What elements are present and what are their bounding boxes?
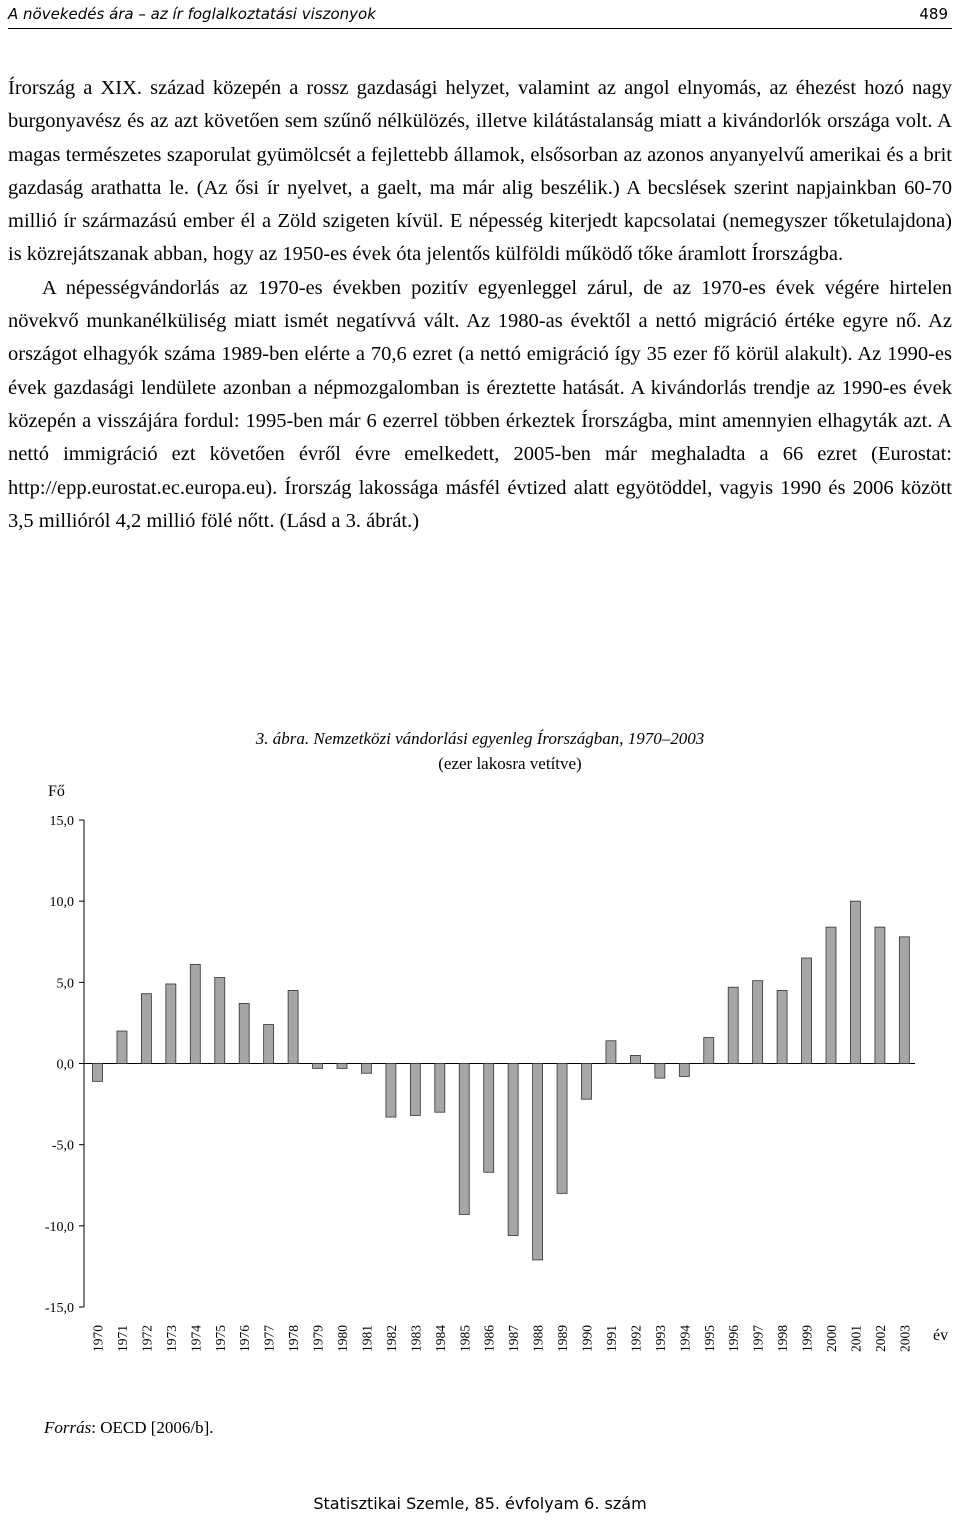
bar-1975 — [215, 977, 225, 1063]
figure-source — [44, 1418, 214, 1438]
bar-1995 — [704, 1038, 714, 1064]
bar-1976 — [239, 1003, 249, 1063]
bar-1973 — [166, 984, 176, 1064]
bar-1991 — [606, 1041, 616, 1064]
bar-1977 — [264, 1025, 274, 1064]
x-tick-label: 1998 — [775, 1325, 791, 1352]
x-tick-label: 2000 — [824, 1325, 839, 1352]
bar-1984 — [435, 1064, 445, 1113]
x-tick-label: 1970 — [90, 1325, 106, 1352]
bar-1972 — [141, 994, 151, 1064]
body-text — [8, 72, 952, 538]
bar-1980 — [337, 1064, 347, 1069]
bar-2000 — [826, 927, 836, 1063]
bar-1983 — [410, 1064, 420, 1116]
x-tick-label: 1977 — [261, 1325, 277, 1352]
figure-subtitle: (ezer lakosra vetítve) — [438, 754, 582, 773]
bar-1971 — [117, 1031, 127, 1063]
migration-bar-chart — [0, 770, 960, 1370]
x-tick-label: 1979 — [310, 1325, 326, 1352]
x-tick-label: 1975 — [212, 1325, 228, 1352]
paragraph-2: A népességvándorlás az 1970-es években pozitív egyenleggel zárul, de az 1970-es évek végére hirtelen növekvő munkanélküliség miatt ismét negatívvá vált. Az 1980-as évektől a nettó migráció értéke egyre nő. Az országot elhagyók száma 1989-ben elérte a 70,6 ezret (a nettó emigráció így 35 ezer fő körül alakult). Az 1990-es évek gazdasági lendülete azonban a népmozgalomban is éreztette hatását. A kivándorlás trendje az 1990-es évek közepén a visszájára fordul: 1995-ben már 6 ezerrel többen érkeztek Írországba, mint amennyien elhagyták azt. A nettó immigráció ezt követően évről évre emelkedett, 2005-ben már meghaladta a 66 ezret (Eurostat: http://epp.eurostat.ec.europa.eu). Írország lakossága másfél évtized alatt egyötöddel, vagyis 1990 és 2006 között 3,5 millióról 4,2 millió fölé nőtt. (Lásd a 3. ábrát.) — [8, 276, 952, 532]
x-tick-label: 1980 — [335, 1325, 350, 1352]
page-number: 489 — [919, 5, 948, 23]
x-tick-label: 1992 — [628, 1325, 644, 1352]
x-tick-label: 1984 — [432, 1325, 448, 1352]
x-tick-label: 1971 — [114, 1325, 130, 1352]
x-tick-label: 1973 — [163, 1325, 179, 1352]
y-tick-label: 15,0 — [49, 814, 74, 829]
x-tick-label: 1991 — [603, 1325, 619, 1352]
x-tick-label: 1989 — [555, 1325, 571, 1352]
x-tick-label: 1990 — [579, 1325, 595, 1352]
x-tick-label: 1982 — [383, 1325, 399, 1352]
x-tick-label: 1976 — [237, 1325, 253, 1352]
y-tick-label: 5,0 — [56, 976, 74, 992]
x-tick-label: 1987 — [506, 1325, 522, 1352]
x-tick-label: 1983 — [408, 1325, 424, 1352]
bar-1993 — [655, 1064, 665, 1079]
x-tick-label: 2002 — [872, 1325, 888, 1352]
bar-1982 — [386, 1064, 396, 1118]
page-header — [8, 0, 952, 29]
paragraph-1: Írország a XIX. század közepén a rossz gazdasági helyzet, valamint az angol elnyomás, az éhezést hozó nagy burgonyavész és az azt követően sem szűnő nélkülözés, illetve kilátástalanság miatt a kivándorlók országa volt. A magas természetes szaporulat gyümölcsét a fejlettebb államok, elsősorban az azonos anyanyelvű amerikai és a brit gazdaság arathatta le. (Az ősi ír nyelvet, a gaelt, ma már alig beszélik.) A becslések szerint napjainkban 60-70 millió ír származású ember él a Zöld szigeten kívül. E népesség kiterjedt kapcsolatai (nemegyszer tőketulajdona) is közrejátszanak abban, hogy az 1950-es évek óta jelentős külföldi működő tőke áramlott Írországba. — [8, 77, 952, 266]
bar-1996 — [728, 987, 738, 1063]
bar-1992 — [630, 1055, 640, 1063]
source-text: : OECD [2006/b]. — [91, 1418, 214, 1437]
y-tick-label: 0,0 — [56, 1057, 74, 1073]
bar-1981 — [361, 1064, 371, 1074]
bar-1989 — [557, 1064, 567, 1194]
x-tick-label: 1974 — [188, 1325, 204, 1352]
x-tick-label: 1972 — [139, 1325, 155, 1352]
source-label: Forrás — [44, 1418, 92, 1437]
x-tick-label: 2003 — [897, 1325, 913, 1352]
figure-label: 3. ábra. — [255, 729, 310, 748]
bar-1998 — [777, 990, 787, 1063]
bar-1988 — [533, 1064, 543, 1260]
bar-1990 — [582, 1064, 592, 1100]
x-tick-label: 1985 — [457, 1325, 473, 1352]
bar-1994 — [679, 1064, 689, 1077]
x-axis-label: év — [933, 1327, 949, 1344]
x-tick-label: 1997 — [750, 1325, 766, 1352]
x-tick-label: 1988 — [530, 1325, 546, 1352]
y-tick-label: -5,0 — [51, 1138, 74, 1154]
x-tick-label: 1994 — [677, 1325, 693, 1352]
y-tick-label: 10,0 — [49, 895, 74, 911]
x-tick-label: 1996 — [726, 1325, 742, 1352]
bar-1979 — [313, 1064, 323, 1069]
figure-title: Nemzetközi vándorlási egyenleg Írországban, 1970–2003 — [313, 729, 705, 748]
bar-1974 — [190, 964, 200, 1063]
bar-1999 — [802, 958, 812, 1064]
bar-1986 — [484, 1064, 494, 1173]
y-tick-label: -10,0 — [44, 1219, 74, 1235]
y-tick-label: -15,0 — [44, 1301, 74, 1316]
bar-1985 — [459, 1064, 469, 1215]
bar-2003 — [899, 937, 909, 1064]
bar-1978 — [288, 990, 298, 1063]
bar-2002 — [875, 927, 885, 1063]
page-footer: Statisztikai Szemle, 85. évfolyam 6. szám — [313, 1494, 647, 1513]
x-tick-label: 1993 — [652, 1325, 668, 1352]
bar-2001 — [850, 901, 860, 1063]
x-tick-label: 1986 — [481, 1325, 497, 1352]
running-title: A növekedés ára – az ír foglalkoztatási viszonyok — [8, 5, 376, 23]
figure-caption — [160, 726, 800, 776]
x-tick-label: 1981 — [359, 1325, 375, 1352]
x-tick-label: 2001 — [848, 1325, 864, 1352]
bar-1987 — [508, 1064, 518, 1236]
x-tick-label: 1978 — [286, 1325, 302, 1352]
bar-1997 — [753, 981, 763, 1064]
x-tick-label: 1995 — [701, 1325, 717, 1352]
bar-1970 — [93, 1064, 103, 1082]
x-tick-label: 1999 — [799, 1325, 815, 1352]
y-axis-label: Fő — [48, 783, 65, 800]
